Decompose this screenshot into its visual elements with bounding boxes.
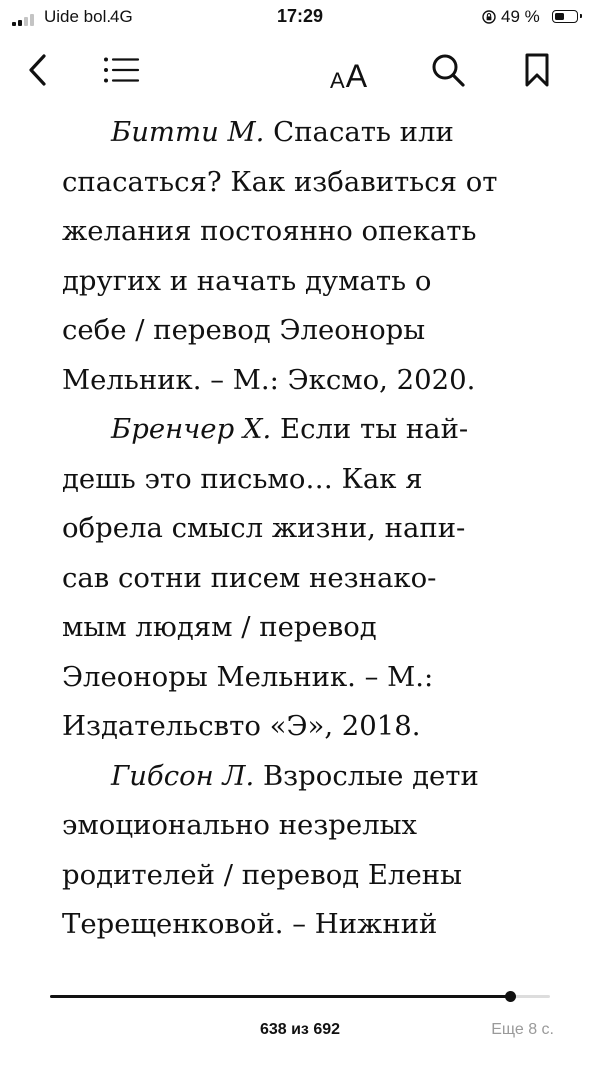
author-name: Бренчер Х.	[111, 413, 272, 445]
paragraph	[62, 405, 552, 752]
text-line: обрела смысл жизни, напи-	[62, 512, 466, 544]
paragraph	[62, 108, 552, 405]
text-line: спасаться? Как избавиться от	[62, 165, 498, 198]
author-name: Битти М.	[111, 116, 265, 148]
text-line: сав сотни писем незнако-	[62, 561, 437, 594]
pages-remaining: Еще 8 с.	[491, 1021, 554, 1038]
paragraph	[62, 752, 552, 950]
text-line: Элеоноры Мельник. – М.:	[62, 660, 434, 693]
author-name: Гибсон Л.	[111, 759, 255, 792]
book-page-text	[62, 108, 552, 950]
progress-handle[interactable]	[505, 991, 516, 1002]
text-line: Спасать или	[264, 116, 454, 148]
search-icon	[430, 52, 466, 88]
text-line: мым людям / перевод	[62, 611, 377, 643]
text-line: Если ты най-	[271, 413, 469, 445]
text-line: Взрослые дети	[254, 759, 479, 792]
status-time: 17:29	[276, 6, 324, 26]
text-line: Издательсвто «Э», 2018.	[62, 710, 421, 742]
text-line: родителей / перевод Елены	[62, 858, 462, 891]
reading-progress-slider[interactable]	[50, 990, 550, 1004]
font-size-large-label: A	[345, 58, 368, 94]
bookmark-icon	[524, 52, 550, 88]
orientation-lock-icon	[482, 10, 496, 24]
chevron-left-icon	[27, 53, 49, 87]
network-type: 4G	[110, 7, 133, 26]
progress-fill	[50, 995, 510, 998]
text-line: Мельник. – М.: Эксмо, 2020.	[62, 363, 476, 396]
status-bar	[0, 0, 600, 40]
carrier-name: Uide bol.	[44, 7, 112, 26]
font-size-button[interactable]	[330, 52, 367, 92]
text-line: желания постоянно опекать	[62, 215, 477, 247]
bookmark-button[interactable]	[520, 40, 554, 100]
text-line: дешь это письмо… Как я	[62, 462, 423, 495]
back-button[interactable]	[20, 40, 56, 100]
table-of-contents-button[interactable]	[100, 40, 142, 100]
text-line: Терещенковой. – Нижний	[62, 908, 438, 940]
text-line: других и начать думать о	[62, 264, 432, 297]
font-size-small-label: A	[330, 68, 345, 93]
list-icon	[102, 56, 140, 84]
reader-toolbar	[0, 40, 600, 100]
battery-level	[555, 13, 564, 20]
search-button[interactable]	[428, 40, 468, 100]
text-line: эмоционально незрелых	[62, 809, 418, 841]
battery-percent: 49 %	[501, 7, 540, 26]
page-indicator: 638 из 692	[259, 1021, 341, 1038]
text-line: себе / перевод Элеоноры	[62, 314, 426, 346]
battery-icon	[552, 10, 578, 23]
